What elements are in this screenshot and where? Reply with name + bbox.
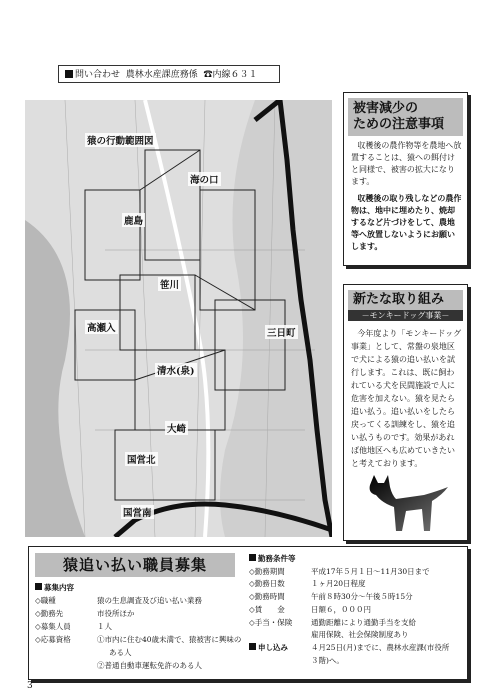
map-label-uminokuchi: 海の口 (188, 172, 221, 186)
recruitment-box (28, 546, 468, 680)
newwork-title: 新たな取り組み (348, 290, 463, 310)
cond-item: ◇勤務日数 １ヶ月20日程度 (249, 579, 366, 589)
map-label-sasagawa: 笹川 (158, 277, 181, 291)
map-label-shimizu: 清水(泉) (155, 363, 197, 377)
cond-item: ◇手当・保険 通勤距離により通勤手当を支給 (249, 617, 416, 627)
map-label-range: 猿の行動範囲図 (85, 133, 156, 147)
recruit-header: 募集内容 (35, 581, 247, 594)
cond-header: 勤務条件等 (249, 553, 463, 566)
square-bullet-icon (249, 554, 256, 561)
map-label-mikkamachi: 三日町 (265, 325, 298, 339)
recruit-qual2: ②普通自動車運転免許のある人 (97, 661, 202, 670)
square-bullet-icon (35, 583, 42, 590)
recruit-item: ◇募集人員 １人 (35, 622, 112, 631)
work-conditions (249, 553, 463, 667)
map-label-kunieikita: 国営北 (125, 452, 158, 466)
recruit-title: 猿追い払い職員募集 (35, 553, 235, 577)
dog-illustration (362, 473, 452, 538)
contact-bar (58, 65, 280, 83)
newwork-body: 今年度より「モンキードッグ事業」として、常盤の泉地区で犬による猿の追い払いを試行します。これは、既に飼われている犬を民間施設で人に危害を加えない。猿を見たら追い払う。追い払いをしたら戻ってくる訓練をし、猿を追い払うものです。効果があれば他地区へも広めていきたいと考えております。 (351, 329, 462, 468)
cond-item: ◇勤務時間 午前８時30分～午後５時15分 (249, 592, 413, 602)
recruit-qual-cont: ある人 (109, 648, 132, 657)
cond-insurance: 雇用保険、社会保険制度あり (311, 630, 409, 640)
recruit-item: ◇職種 猿の生息調査及び追い払い業務 (35, 596, 202, 605)
map-label-kunieiminami: 国営南 (121, 505, 154, 519)
map-graphic (25, 100, 332, 537)
cond-item: ◇賃 金 日額６，０００円 (249, 604, 371, 614)
map-label-takasebito: 高瀬入 (85, 320, 118, 334)
apply-row: 申し込み ４月25日(月)までに、農林水産課(市役所 (249, 642, 463, 655)
recruit-details (35, 581, 247, 672)
square-bullet-icon (249, 643, 256, 650)
damage-title-line1: 被害減少の (353, 101, 419, 116)
monkey-range-map (25, 100, 332, 537)
contact-label: 問い合わせ (75, 70, 121, 80)
square-bullet-icon (65, 70, 73, 78)
contact-extension: 内線６３１ (212, 70, 258, 80)
damage-title (348, 98, 463, 136)
contact-dept: 農林水産課庶務係 (125, 70, 198, 80)
damage-reduction-box (343, 92, 468, 266)
apply-cont: ３階)へ。 (311, 655, 344, 665)
cond-item: ◇勤務期間 平成17年５月１日～11月30日まで (249, 566, 430, 576)
damage-title-line2: ための注意事項 (353, 117, 445, 132)
recruit-item: ◇応募資格 ①市内に住む40歳未満で、猿被害に興味の (35, 635, 242, 644)
newwork-subtitle: －モンキードッグ事業－ (348, 310, 463, 321)
damage-para1: 収穫後の農作物等を農地へ放置することは、猿への餌付けと同様で、被害の拡大になります。 (351, 141, 462, 186)
map-label-omachi: 大崎 (165, 421, 188, 435)
phone-icon: ☎ (203, 70, 213, 80)
page-number: 3 (27, 681, 33, 691)
map-label-kashima: 鹿島 (122, 213, 145, 227)
recruit-item: ◇勤務先 市役所ほか (35, 609, 135, 618)
damage-para2: 収穫後の取り残しなどの農作物は、地中に埋めたり、焼却するなど片づけをして、農地等へ放置しないようにお願いします。 (351, 193, 462, 251)
